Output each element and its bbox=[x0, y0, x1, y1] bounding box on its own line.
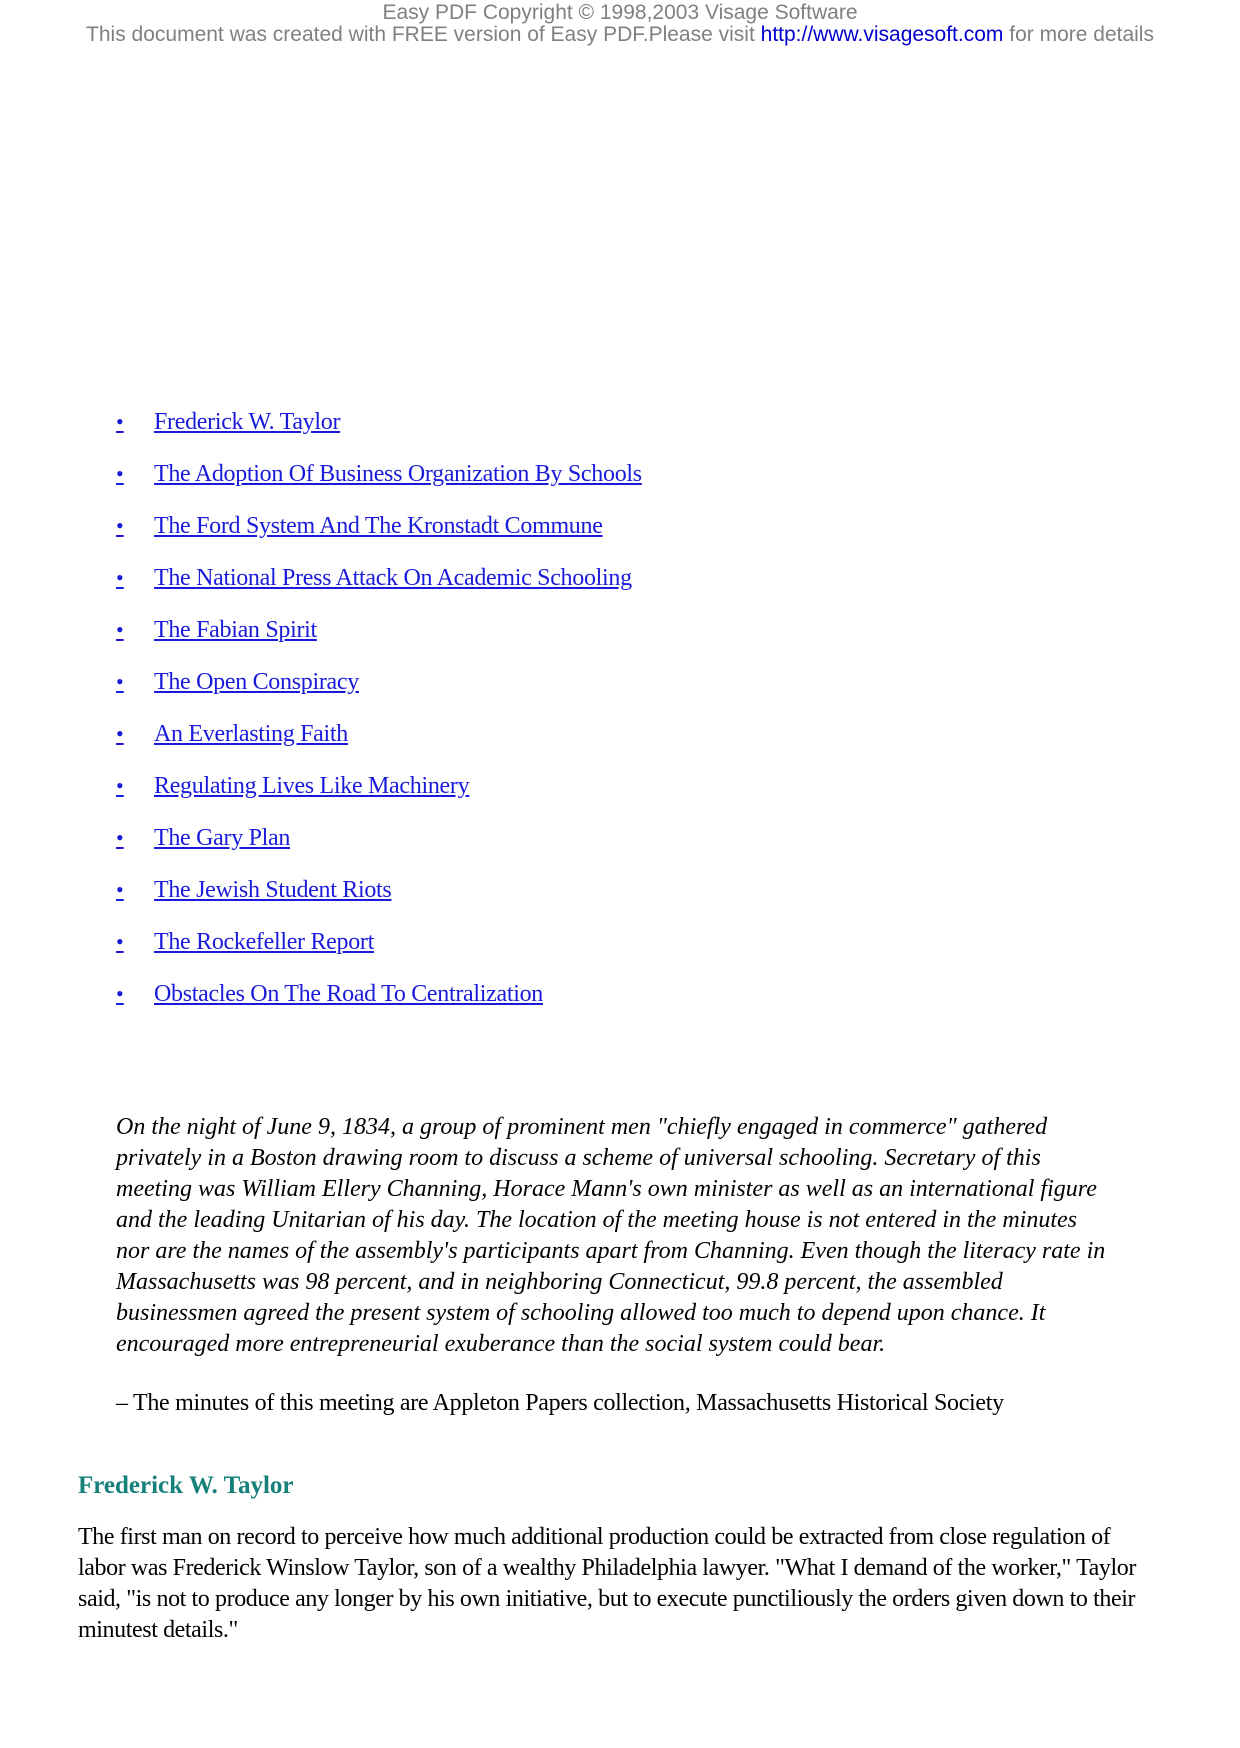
bullet-icon: • bbox=[116, 669, 124, 694]
bullet-icon: • bbox=[116, 721, 124, 746]
bullet-icon: • bbox=[116, 981, 124, 1006]
bullet-icon: • bbox=[116, 409, 124, 434]
toc-link[interactable]: The Adoption Of Business Organization By Schools bbox=[154, 461, 642, 487]
section-heading: Frederick W. Taylor bbox=[78, 1472, 294, 1499]
epigraph-quote: On the night of June 9, 1834, a group of prominent men "chiefly engaged in commerce" gathered privately in a Boston drawing room to discuss a scheme of universal schooling. Secretary of this meeting was William Ellery Channing, Horace Mann's own minister as well as an international figure and the leading Unitarian of his day. The location of the meeting house is not entered in the minutes nor are the names of the assembly's participants apart from Channing. Even though the literacy rate in Massachusetts was 98 percent, and in neighboring Connecticut, 99.8 percent, the assembled businessmen agreed the present system of schooling allowed too much to depend upon chance. It encouraged more entrepreneurial exuberance than the social system could bear. bbox=[116, 1114, 1106, 1357]
toc-item bbox=[0, 719, 1240, 771]
toc-link[interactable]: The Open Conspiracy bbox=[154, 669, 359, 695]
bullet-icon: • bbox=[116, 773, 124, 798]
watermark-notice bbox=[0, 24, 1240, 46]
table-of-contents bbox=[0, 407, 1240, 1031]
toc-item bbox=[0, 459, 1240, 511]
toc-link[interactable]: Obstacles On The Road To Centralization bbox=[154, 981, 543, 1007]
toc-link[interactable]: An Everlasting Faith bbox=[154, 721, 348, 747]
toc-link[interactable]: The Rockefeller Report bbox=[154, 929, 374, 955]
epigraph-attribution: – The minutes of this meeting are Appleton Papers collection, Massachusetts Historical Society bbox=[116, 1390, 1004, 1416]
toc-item bbox=[0, 511, 1240, 563]
toc-item bbox=[0, 563, 1240, 615]
toc-item bbox=[0, 667, 1240, 719]
body-paragraph: The first man on record to perceive how much additional production could be extracted from close regulation of labor was Frederick Winslow Taylor, son of a wealthy Philadelphia lawyer. "What I demand of the worker," Taylor said, "is not to produce any longer by his own initiative, but to execute punctiliously the orders given down to their minutest details." bbox=[78, 1524, 1136, 1643]
toc-link[interactable]: Frederick W. Taylor bbox=[154, 409, 341, 435]
bullet-icon: • bbox=[116, 513, 124, 538]
toc-link[interactable]: The Gary Plan bbox=[154, 825, 291, 851]
bullet-icon: • bbox=[116, 461, 124, 486]
toc-link[interactable]: The National Press Attack On Academic Schooling bbox=[154, 565, 632, 591]
toc-item bbox=[0, 927, 1240, 979]
watermark-notice-suffix: for more details bbox=[1003, 23, 1154, 46]
toc-item bbox=[0, 771, 1240, 823]
toc-item bbox=[0, 823, 1240, 875]
bullet-icon: • bbox=[116, 565, 124, 590]
toc-link[interactable]: Regulating Lives Like Machinery bbox=[154, 773, 470, 799]
watermark-banner bbox=[0, 2, 1240, 46]
bullet-icon: • bbox=[116, 617, 124, 642]
toc-link[interactable]: The Ford System And The Kronstadt Commune bbox=[154, 513, 603, 539]
watermark-copyright: Easy PDF Copyright © 1998,2003 Visage Software bbox=[382, 1, 858, 24]
watermark-notice-text: This document was created with FREE version of Easy PDF.Please visit bbox=[86, 23, 761, 46]
toc-item bbox=[0, 875, 1240, 927]
bullet-icon: • bbox=[116, 929, 124, 954]
toc-link[interactable]: The Jewish Student Riots bbox=[154, 877, 392, 903]
toc-link[interactable]: The Fabian Spirit bbox=[154, 617, 317, 643]
bullet-icon: • bbox=[116, 877, 124, 902]
toc-item bbox=[0, 615, 1240, 667]
toc-item bbox=[0, 979, 1240, 1031]
toc-item bbox=[0, 407, 1240, 459]
bullet-icon: • bbox=[116, 825, 124, 850]
watermark-link[interactable]: http://www.visagesoft.com bbox=[760, 23, 1004, 46]
